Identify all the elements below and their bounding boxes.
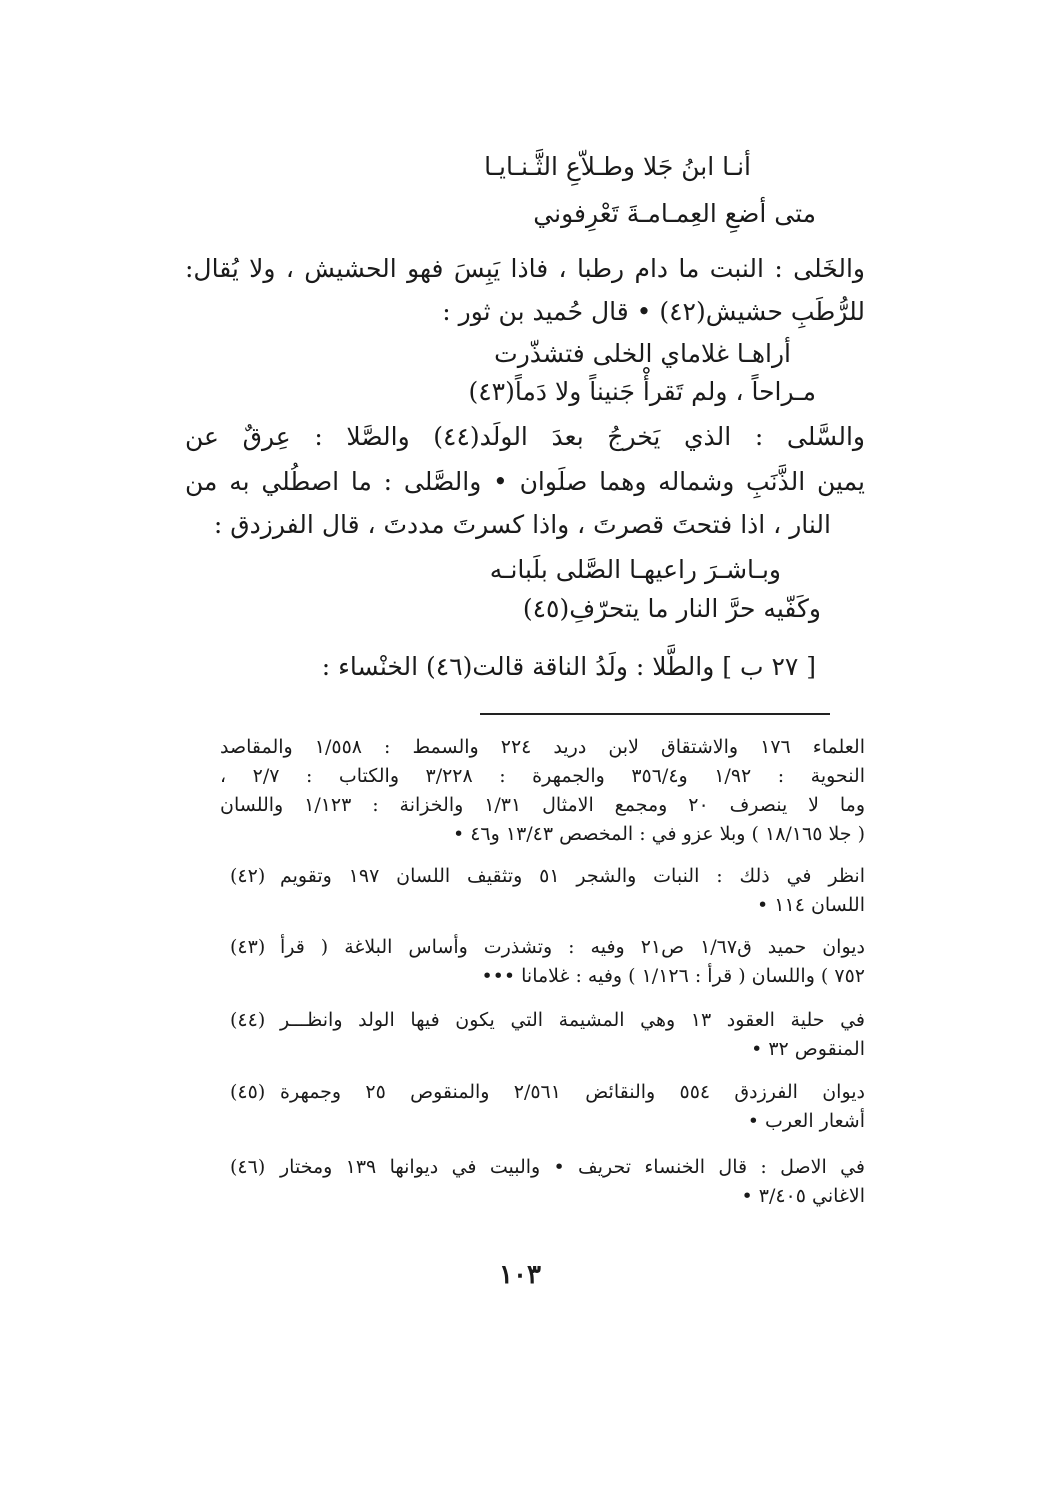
footnote-number: (٤٥) (230, 1081, 266, 1103)
verse-line-4: مـراحاً ، ولم تَقرأْ جَنيناً ولا دَماً(٤٣) (468, 377, 816, 406)
footnote-text: ٧٥٢ ) واللسان ( قرأ : ١/١٢٦ ) وفيه : غلامانا ••• (481, 965, 865, 987)
verse-line-3: أراهـا غلاماي الخلى فتشذّرت (494, 339, 791, 368)
footnote-text: اللسان ١١٤ • (757, 894, 865, 916)
footnote-continuation-line-2: النحوية : ١/٩٢ و٣٥٦/٤ والجمهرة : ٣/٢٢٨ والكتاب : ٢/٧ ، (220, 765, 865, 787)
prose-line-4: يمين الذَّنَبِ وشماله وهما صلَوان • والصَّلى : ما اصطُلي به من (185, 467, 865, 496)
prose-line-2: للرُّطَبِ حشيش(٤٢) • قال حُميد بن ثور : (442, 297, 865, 326)
verse-line-1: أنـا ابنُ جَلا وطـلاّعِ الثَّـنـايـا (484, 152, 751, 181)
verse-line-2: متى أضعِ العِمـامـةَ تَعْرِفوني (533, 199, 816, 228)
prose-line-1: والخَلى : النبت ما دام رطبا ، فاذا يَبِسَ فهو الحشيش ، ولا يُقال: (185, 254, 865, 283)
footnote-text: في حلية العقود ١٣ وهي المشيمة التي يكون فيها الولد وانظـــر (280, 1009, 865, 1031)
verse-line-6: وكَفّيه حرَّ النار ما يتحرّفِ(٤٥) (522, 594, 821, 623)
footnote-continuation-line-3: وما لا ينصرف ٢٠ ومجمع الامثال ١/٣١ والخزانة : ١/١٢٣ واللسان (220, 794, 866, 816)
footnote-continuation-line-4: ( جلا ١٨/١٦٥ ) وبلا عزو في : المخصص ١٣/٤٣ و٤٦ • (452, 823, 865, 845)
footnote-text: ديوان حميد ق١/٦٧ ص٢١ وفيه : وتشذرت وأساس البلاغة ( قرأ (280, 936, 866, 958)
prose-line-6: [ ٢٧ ب ] والطَّلا : ولَدُ الناقة قالت(٤٦) الخنْساء : (321, 652, 816, 681)
footnote-text: الاغاني ٣/٤٠٥ • (741, 1185, 865, 1207)
footnote-number: (٤٢) (230, 865, 266, 887)
footnote-number: (٤٣) (230, 936, 266, 958)
prose-line-3: والسَّلى : الذي يَخرجُ بعدَ الولَد(٤٤) والصَّلا : عِرقٌ عن (185, 422, 865, 451)
footnote-continuation-line-1: العلماء ١٧٦ والاشتقاق لابن دريد ٢٢٤ والسمط : ١/٥٥٨ والمقاصد (220, 736, 866, 758)
footnote-text: المنقوص ٣٢ • (751, 1038, 865, 1060)
footnote-number: (٤٤) (230, 1009, 266, 1031)
footnote-text: أشعار العرب • (747, 1110, 865, 1132)
footnote-number: (٤٦) (230, 1156, 266, 1178)
footnote-text: ديوان الفرزدق ٥٥٤ والنقائض ٢/٥٦١ والمنقوص ٢٥ وجمهرة (280, 1081, 866, 1103)
footnote-text: في الاصل : قال الخنساء تحريف • والبيت في ديوانها ١٣٩ ومختار (280, 1156, 865, 1178)
prose-line-5: النار ، اذا فتحتَ قصرتَ ، واذا كسرتَ مددتَ ، قال الفرزدق : (213, 510, 831, 539)
verse-line-5: وبـاشـرَ راعيهـا الصَّلى بلَبانـه (489, 555, 781, 584)
footnote-text: انظر في ذلك : النبات والشجر ٥١ وتثقيف اللسان ١٩٧ وتقويم (280, 865, 865, 887)
footnote-separator (480, 713, 830, 715)
page-number: ١٠٣ (499, 1260, 541, 1290)
